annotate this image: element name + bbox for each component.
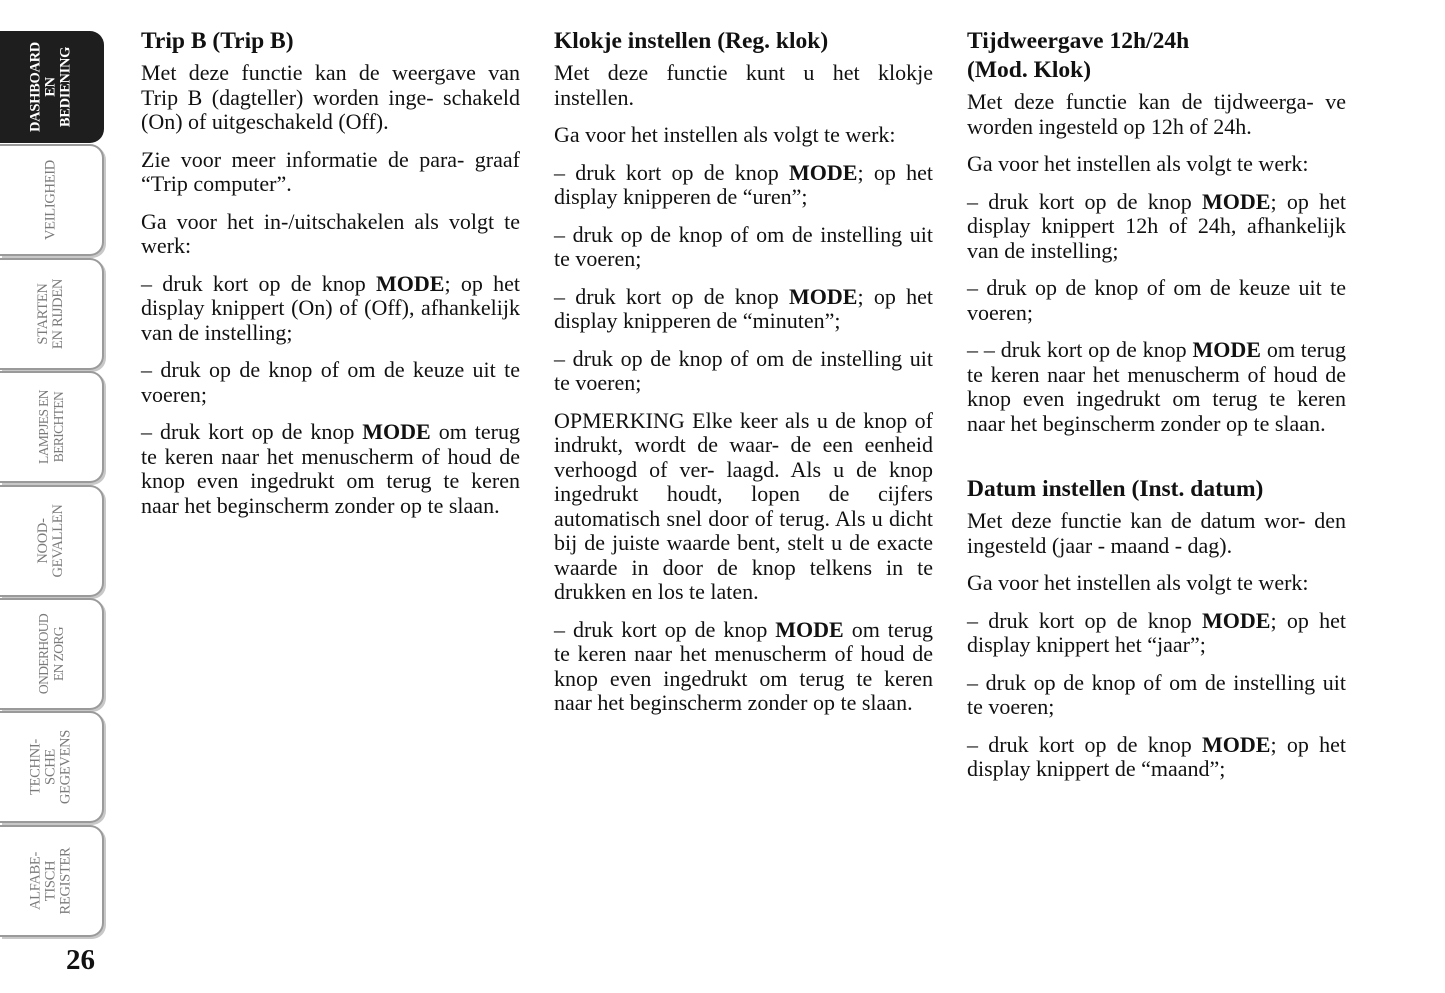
tab-veiligheid[interactable] (0, 144, 104, 256)
heading-line: Tijdweergave 12h/24h (967, 28, 1190, 54)
section-heading: Klokje instellen (Reg. klok) (554, 28, 829, 54)
tab-noodgevallen[interactable] (0, 485, 104, 597)
paragraph: Met deze functie kan de weergave van Trip B (dagteller) worden inge- schakeld (On) of uitgeschakeld (Off). (141, 60, 520, 134)
mode-keyword: MODE (1202, 188, 1271, 214)
mode-keyword: MODE (789, 283, 858, 309)
paragraph: – druk op de knop of om de keuze uit te voeren; (141, 357, 520, 407)
mode-keyword: MODE (775, 616, 844, 642)
text: ; op het display knippert de “maand”; (967, 731, 1346, 781)
text: ; op het display knipperen de “uren”; (554, 159, 933, 209)
text: – druk kort op de knop (141, 270, 377, 296)
text: – druk kort op de knop (967, 188, 1203, 214)
tab-technische-gegevens[interactable] (0, 711, 104, 823)
mode-keyword: MODE (789, 159, 858, 185)
mode-keyword: MODE (362, 419, 431, 444)
paragraph (967, 338, 1346, 436)
paragraph: Ga voor het in-/uitschakelen als volgt te werk: (141, 208, 520, 258)
text: ; op het display knippert het “jaar”; (967, 607, 1346, 657)
tab-onderhoud-en-zorg[interactable] (0, 598, 104, 710)
text: – druk kort op de knop (967, 731, 1203, 757)
column-klokje-instellen (554, 27, 933, 729)
text: ; op het display knipperen de “minuten”; (554, 283, 933, 333)
paragraph (967, 609, 1346, 658)
page-number: 26 (66, 944, 95, 976)
section-heading: Datum instellen (Inst. datum) (967, 476, 1264, 502)
mode-keyword: MODE (1202, 731, 1271, 757)
text: om terug te keren naar het menuscherm of houd de knop even ingedrukt om terug te keren naar het beginscherm zonder op te slaan. (554, 616, 933, 715)
mode-keyword: MODE (376, 270, 445, 296)
text: – druk kort op de knop (141, 419, 363, 444)
paragraph (141, 420, 520, 518)
tab-label: ALFABE- TISCH REGISTER (27, 847, 74, 915)
column-trip-b (141, 27, 520, 531)
tab-label: TECHNI- SCHE GEGEVENS (27, 730, 74, 805)
mode-keyword: MODE (1202, 607, 1271, 633)
paragraph (554, 618, 933, 716)
paragraph: – druk op de knop of om de keuze uit te voeren; (967, 275, 1346, 325)
paragraph: Ga voor het instellen als volgt te werk: (967, 570, 1309, 595)
tab-alfabetisch-register[interactable] (0, 825, 104, 937)
text: ; op het display knippert (On) of (Off), afhankelijk van de instelling; (141, 270, 520, 345)
paragraph (554, 161, 933, 210)
paragraph (141, 272, 520, 346)
tab-label: VEILIGHEID (42, 160, 59, 241)
mode-keyword: MODE (1192, 337, 1261, 362)
tab-lampjes-en-berichten[interactable] (0, 371, 104, 483)
paragraph: Met deze functie kunt u het klokje instellen. (554, 60, 933, 110)
tab-label: NOOD- GEVALLEN (35, 504, 66, 578)
tab-label: DASHBOARD EN BEDIENING (27, 42, 74, 132)
paragraph: Zie voor meer informatie de para- graaf “Trip computer”. (141, 146, 520, 196)
paragraph (967, 190, 1346, 264)
tab-starten-en-rijden[interactable] (0, 258, 104, 370)
tab-label: LAMPJES EN BERICHTEN (36, 390, 66, 465)
paragraph (967, 733, 1346, 782)
text: – druk kort op de knop (967, 607, 1203, 633)
tab-label: ONDERHOUD EN ZORG (36, 613, 66, 695)
text: om terug te keren naar het menuscherm of houd de knop even ingedrukt om terug te keren naar het beginscherm zonder op te slaan. (967, 337, 1346, 436)
paragraph: – druk op de knop of om de instelling uit te voeren; (554, 221, 933, 271)
chapter-tabs (0, 31, 108, 938)
paragraph: – druk op de knop of om de instelling uit te voeren; (554, 345, 933, 395)
text: – druk kort op de knop (554, 159, 790, 185)
text: – – druk kort op de knop (967, 337, 1193, 362)
paragraph: Met deze functie kan de datum wor- den ingesteld (jaar - maand - dag). (967, 508, 1346, 558)
text: – druk kort op de knop (554, 616, 776, 642)
text: ; op het display knippert 12h of 24h, afhankelijk van de instelling; (967, 188, 1346, 263)
section-heading: Trip B (Trip B) (141, 28, 294, 54)
paragraph: Met deze functie kan de tijdweerga- ve worden ingesteld op 12h of 24h. (967, 89, 1346, 139)
heading-line: (Mod. Klok) (967, 57, 1092, 83)
column-tijdweergave-datum (967, 27, 1346, 795)
paragraph: Ga voor het instellen als volgt te werk: (967, 151, 1309, 176)
paragraph: Ga voor het instellen als volgt te werk: (554, 122, 896, 147)
tab-dashboard-en-bediening[interactable] (0, 31, 104, 143)
tab-label: STARTEN EN RIJDEN (35, 278, 66, 349)
text: – druk kort op de knop (554, 283, 790, 309)
section-heading (967, 27, 1346, 85)
note-paragraph: OPMERKING Elke keer als u de knop of indrukt, wordt de waar- de een eenheid verhoogd of ver- laagd. Als u de knop ingedrukt houdt, lopen de cijfers automatisch snel door of terug. Als u dicht bij de juiste waarde bent, stelt u de exacte waarde in door de knop telkens in te drukken en los te laten. (554, 407, 933, 604)
paragraph: – druk op de knop of om de instelling uit te voeren; (967, 669, 1346, 719)
paragraph (554, 285, 933, 334)
text: om terug te keren naar het menuscherm of houd de knop even ingedrukt om terug te keren naar het beginscherm zonder op te slaan. (141, 419, 520, 518)
